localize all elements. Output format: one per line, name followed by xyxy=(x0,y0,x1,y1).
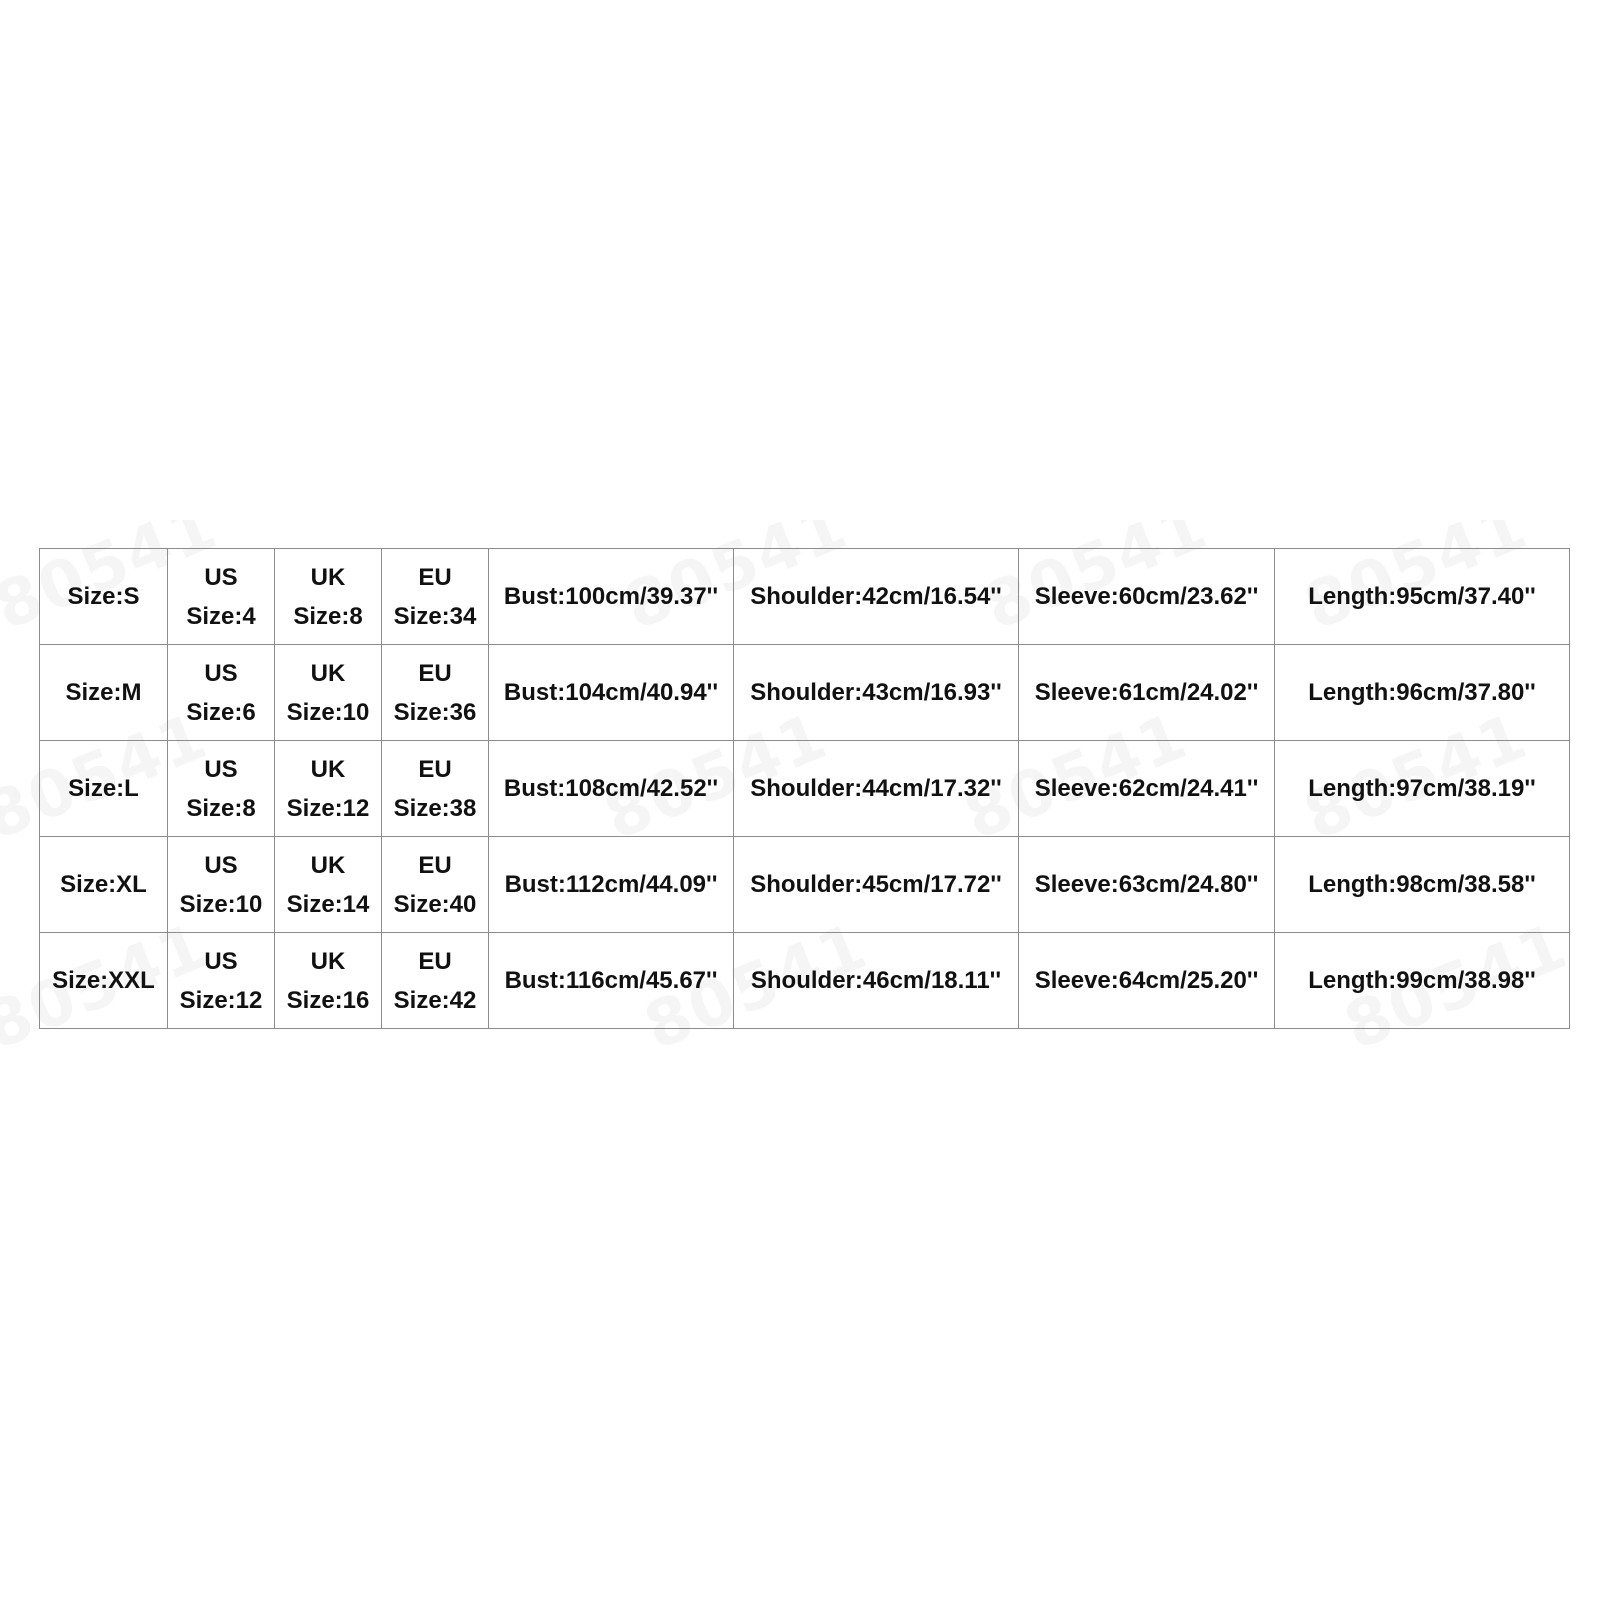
us-size-cell xyxy=(168,741,275,837)
eu-size-value: Size:36 xyxy=(393,698,477,726)
us-size-cell xyxy=(168,837,275,933)
uk-size-cell xyxy=(275,645,382,741)
eu-size-value: Size:40 xyxy=(393,890,477,918)
us-size-cell xyxy=(168,645,275,741)
uk-size-cell xyxy=(275,741,382,837)
uk-size-cell xyxy=(275,549,382,645)
sleeve-cell: Sleeve:61cm/24.02'' xyxy=(1019,645,1275,741)
us-size-value: Size:6 xyxy=(186,698,256,726)
uk-size-value: Size:16 xyxy=(286,986,370,1014)
uk-size-value: Size:14 xyxy=(286,890,370,918)
eu-size-cell xyxy=(382,837,489,933)
uk-label: UK xyxy=(310,755,346,783)
eu-size-cell xyxy=(382,933,489,1029)
us-size-value: Size:12 xyxy=(179,986,263,1014)
eu-size-cell xyxy=(382,645,489,741)
eu-label: EU xyxy=(418,947,452,975)
table-row xyxy=(40,549,1570,645)
uk-label: UK xyxy=(310,563,346,591)
bust-cell: Bust:116cm/45.67'' xyxy=(489,933,734,1029)
length-cell: Length:97cm/38.19'' xyxy=(1275,741,1570,837)
us-label: US xyxy=(204,851,238,879)
us-size-value: Size:10 xyxy=(179,890,263,918)
table-row xyxy=(40,645,1570,741)
us-size-value: Size:8 xyxy=(186,794,256,822)
shoulder-cell: Shoulder:42cm/16.54'' xyxy=(734,549,1019,645)
sleeve-cell: Sleeve:64cm/25.20'' xyxy=(1019,933,1275,1029)
eu-size-cell xyxy=(382,549,489,645)
us-label: US xyxy=(204,755,238,783)
eu-size-value: Size:42 xyxy=(393,986,477,1014)
size-chart-body xyxy=(40,549,1570,1029)
uk-label: UK xyxy=(310,659,346,687)
eu-size-value: Size:38 xyxy=(393,794,477,822)
us-size-cell xyxy=(168,549,275,645)
us-label: US xyxy=(204,947,238,975)
length-cell: Length:95cm/37.40'' xyxy=(1275,549,1570,645)
eu-label: EU xyxy=(418,659,452,687)
size-cell: Size:M xyxy=(40,645,168,741)
shoulder-cell: Shoulder:45cm/17.72'' xyxy=(734,837,1019,933)
table-row xyxy=(40,741,1570,837)
uk-size-cell xyxy=(275,837,382,933)
length-cell: Length:96cm/37.80'' xyxy=(1275,645,1570,741)
eu-size-cell xyxy=(382,741,489,837)
sleeve-cell: Sleeve:63cm/24.80'' xyxy=(1019,837,1275,933)
sleeve-cell: Sleeve:60cm/23.62'' xyxy=(1019,549,1275,645)
us-size-value: Size:4 xyxy=(186,602,256,630)
eu-label: EU xyxy=(418,755,452,783)
shoulder-cell: Shoulder:43cm/16.93'' xyxy=(734,645,1019,741)
uk-label: UK xyxy=(310,851,346,879)
size-cell: Size:S xyxy=(40,549,168,645)
uk-size-cell xyxy=(275,933,382,1029)
uk-size-value: Size:10 xyxy=(286,698,370,726)
sleeve-cell: Sleeve:62cm/24.41'' xyxy=(1019,741,1275,837)
eu-label: EU xyxy=(418,563,452,591)
bust-cell: Bust:100cm/39.37'' xyxy=(489,549,734,645)
bust-cell: Bust:104cm/40.94'' xyxy=(489,645,734,741)
bust-cell: Bust:108cm/42.52'' xyxy=(489,741,734,837)
size-cell: Size:L xyxy=(40,741,168,837)
table-row xyxy=(40,837,1570,933)
us-label: US xyxy=(204,563,238,591)
uk-label: UK xyxy=(310,947,346,975)
shoulder-cell: Shoulder:44cm/17.32'' xyxy=(734,741,1019,837)
bust-cell: Bust:112cm/44.09'' xyxy=(489,837,734,933)
size-chart-table xyxy=(39,548,1570,1029)
length-cell: Length:99cm/38.98'' xyxy=(1275,933,1570,1029)
eu-size-value: Size:34 xyxy=(393,602,477,630)
eu-label: EU xyxy=(418,851,452,879)
us-size-cell xyxy=(168,933,275,1029)
shoulder-cell: Shoulder:46cm/18.11'' xyxy=(734,933,1019,1029)
size-cell: Size:XL xyxy=(40,837,168,933)
length-cell: Length:98cm/38.58'' xyxy=(1275,837,1570,933)
us-label: US xyxy=(204,659,238,687)
table-row xyxy=(40,933,1570,1029)
uk-size-value: Size:8 xyxy=(293,602,363,630)
uk-size-value: Size:12 xyxy=(286,794,370,822)
size-cell: Size:XXL xyxy=(40,933,168,1029)
